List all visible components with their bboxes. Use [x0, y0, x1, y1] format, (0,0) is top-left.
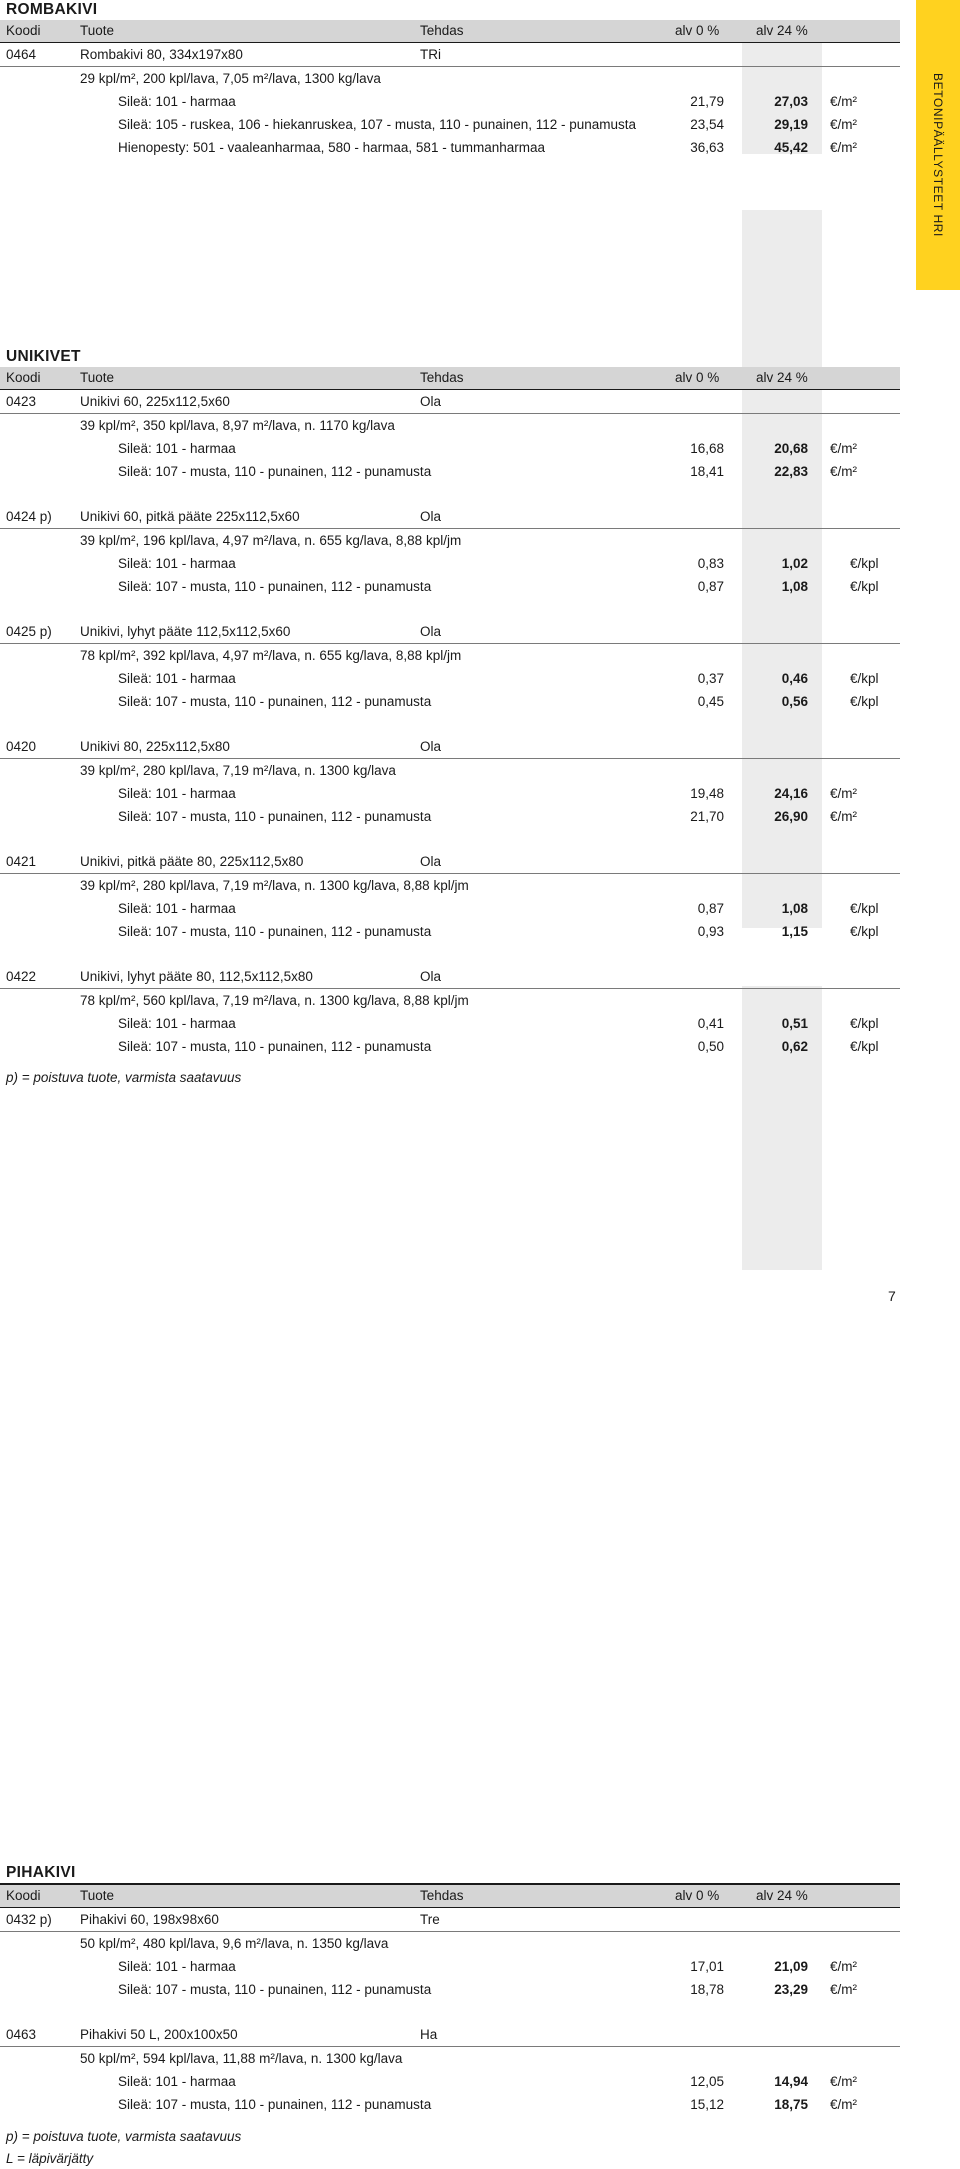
product-factory: Ola	[420, 854, 442, 869]
product-code: 0421	[6, 854, 37, 869]
variant-row	[0, 667, 900, 690]
header-product: Tuote	[80, 23, 115, 38]
price-vat24: 0,51	[781, 1016, 808, 1031]
variant-row	[0, 897, 900, 920]
spec-row	[0, 529, 900, 552]
section-unikivet	[0, 347, 900, 1088]
product-name: Unikivi 60, pitkä pääte 225x112,5x60	[80, 509, 300, 524]
variant-row	[0, 113, 900, 136]
product-row	[0, 390, 900, 414]
variant-row	[0, 136, 900, 159]
variant-row	[0, 90, 900, 113]
section-title: PIHAKIVI	[0, 1863, 900, 1885]
price-unit: €/kpl	[850, 694, 879, 709]
variant-row	[0, 2093, 900, 2116]
product-row	[0, 2023, 900, 2047]
price-vat0: 0,50	[697, 1039, 724, 1054]
table-header	[0, 1885, 900, 1908]
product-code: 0464	[6, 47, 37, 62]
price-unit: €/kpl	[850, 579, 879, 594]
variant-name: Sileä: 101 - harmaa	[118, 1016, 236, 1031]
spec-row	[0, 759, 900, 782]
side-tab-label: BETONIPÄÄLLYSTEET HRI	[931, 73, 945, 237]
price-vat0: 0,45	[697, 694, 724, 709]
price-unit: €/m²	[830, 140, 857, 155]
product-factory: Ola	[420, 739, 442, 754]
product-name: Unikivi 60, 225x112,5x60	[80, 394, 230, 409]
variant-name: Sileä: 101 - harmaa	[118, 441, 236, 456]
product-spec: 29 kpl/m², 200 kpl/lava, 7,05 m²/lava, 1300 kg/lava	[80, 71, 381, 86]
variant-name: Sileä: 107 - musta, 110 - punainen, 112 - punamusta	[118, 1982, 432, 1997]
header-vat0: alv 0 %	[675, 370, 720, 385]
variant-row	[0, 575, 900, 598]
product-row	[0, 620, 900, 644]
header-vat24: alv 24 %	[756, 23, 808, 38]
price-vat24: 14,94	[774, 2074, 808, 2089]
variant-row	[0, 552, 900, 575]
product-row	[0, 43, 900, 67]
variant-name: Sileä: 107 - musta, 110 - punainen, 112 - punamusta	[118, 579, 432, 594]
variant-row	[0, 1978, 900, 2001]
variant-name: Sileä: 107 - musta, 110 - punainen, 112 - punamusta	[118, 694, 432, 709]
header-factory: Tehdas	[420, 1888, 464, 1903]
footnote	[0, 2147, 900, 2169]
price-vat0: 15,12	[690, 2097, 724, 2112]
price-unit: €/kpl	[850, 556, 879, 571]
product-row	[0, 735, 900, 759]
price-vat24: 0,56	[781, 694, 808, 709]
product-code: 0424 p)	[6, 509, 52, 524]
variant-name: Sileä: 101 - harmaa	[118, 1959, 236, 1974]
product-code: 0420	[6, 739, 37, 754]
spec-row	[0, 1932, 900, 1955]
variant-name: Sileä: 107 - musta, 110 - punainen, 112 - punamusta	[118, 809, 432, 824]
table-header	[0, 367, 900, 390]
price-vat24: 29,19	[774, 117, 808, 132]
variant-name: Sileä: 101 - harmaa	[118, 901, 236, 916]
price-vat24: 45,42	[774, 140, 808, 155]
side-tab	[916, 0, 960, 290]
price-vat0: 23,54	[690, 117, 724, 132]
product-spec: 50 kpl/m², 594 kpl/lava, 11,88 m²/lava, n. 1300 kg/lava	[80, 2051, 403, 2066]
price-vat0: 17,01	[690, 1959, 724, 1974]
header-vat0: alv 0 %	[675, 1888, 720, 1903]
variant-row	[0, 920, 900, 943]
price-vat0: 0,87	[697, 901, 724, 916]
product-name: Unikivi, pitkä pääte 80, 225x112,5x80	[80, 854, 304, 869]
product-name: Pihakivi 60, 198x98x60	[80, 1912, 219, 1927]
product-name: Unikivi, lyhyt pääte 80, 112,5x112,5x80	[80, 969, 313, 984]
variant-name: Hienopesty: 501 - vaaleanharmaa, 580 - harmaa, 581 - tummanharmaa	[118, 140, 545, 155]
price-vat24: 23,29	[774, 1982, 808, 1997]
price-unit: €/m²	[830, 94, 857, 109]
price-vat24: 18,75	[774, 2097, 808, 2112]
price-vat0: 18,41	[690, 464, 724, 479]
product-spec: 50 kpl/m², 480 kpl/lava, 9,6 m²/lava, n. 1350 kg/lava	[80, 1936, 389, 1951]
header-product: Tuote	[80, 1888, 115, 1903]
price-vat0: 12,05	[690, 2074, 724, 2089]
product-factory: Ola	[420, 509, 442, 524]
price-vat24: 22,83	[774, 464, 808, 479]
product-code: 0425 p)	[6, 624, 52, 639]
header-product: Tuote	[80, 370, 115, 385]
product-factory: Ola	[420, 624, 442, 639]
price-vat24: 20,68	[774, 441, 808, 456]
price-vat0: 19,48	[690, 786, 724, 801]
product-code: 0463	[6, 2027, 37, 2042]
section-title: ROMBAKIVI	[6, 1, 98, 18]
price-vat0: 18,78	[690, 1982, 724, 1997]
variant-name: Sileä: 101 - harmaa	[118, 556, 236, 571]
price-vat24: 0,62	[781, 1039, 808, 1054]
footnote	[0, 1066, 900, 1088]
price-unit: €/m²	[830, 1959, 857, 1974]
variant-name: Sileä: 101 - harmaa	[118, 671, 236, 686]
price-unit: €/kpl	[850, 901, 879, 916]
product-factory: Tre	[420, 1912, 440, 1927]
price-unit: €/m²	[830, 786, 857, 801]
price-vat24: 27,03	[774, 94, 808, 109]
variant-row	[0, 690, 900, 713]
price-unit: €/m²	[830, 2097, 857, 2112]
section-pihakivi	[0, 1863, 900, 2169]
price-unit: €/m²	[830, 809, 857, 824]
header-code: Koodi	[6, 23, 41, 38]
product-name: Unikivi, lyhyt pääte 112,5x112,5x60	[80, 624, 291, 639]
price-vat0: 0,37	[697, 671, 724, 686]
price-unit: €/m²	[830, 2074, 857, 2089]
price-unit: €/kpl	[850, 924, 879, 939]
product-code: 0423	[6, 394, 37, 409]
variant-name: Sileä: 107 - musta, 110 - punainen, 112 - punamusta	[118, 2097, 432, 2112]
footnote	[0, 2125, 900, 2147]
footnote-discontinued: p) = poistuva tuote, varmista saatavuus	[6, 1070, 242, 1085]
product-row	[0, 965, 900, 989]
variant-row	[0, 460, 900, 483]
variant-name: Sileä: 107 - musta, 110 - punainen, 112 - punamusta	[118, 924, 432, 939]
product-code: 0432 p)	[6, 1912, 52, 1927]
spec-row	[0, 414, 900, 437]
product-name: Unikivi 80, 225x112,5x80	[80, 739, 230, 754]
table-header	[0, 20, 900, 43]
price-vat24: 24,16	[774, 786, 808, 801]
product-name: Pihakivi 50 L, 200x100x50	[80, 2027, 238, 2042]
variant-row	[0, 1012, 900, 1035]
price-vat24: 1,15	[781, 924, 808, 939]
header-code: Koodi	[6, 370, 41, 385]
price-vat0: 36,63	[690, 140, 724, 155]
variant-row	[0, 2070, 900, 2093]
price-vat24: 0,46	[781, 671, 808, 686]
price-vat24: 1,02	[781, 556, 808, 571]
price-unit: €/m²	[830, 117, 857, 132]
product-row	[0, 850, 900, 874]
price-vat24: 1,08	[781, 901, 808, 916]
variant-name: Sileä: 101 - harmaa	[118, 786, 236, 801]
variant-name: Sileä: 107 - musta, 110 - punainen, 112 - punamusta	[118, 1039, 432, 1054]
product-spec: 78 kpl/m², 392 kpl/lava, 4,97 m²/lava, n. 655 kg/lava, 8,88 kpl/jm	[80, 648, 462, 663]
variant-row	[0, 1035, 900, 1058]
page-number: 7	[888, 1288, 896, 1304]
price-unit: €/m²	[830, 464, 857, 479]
price-vat0: 16,68	[690, 441, 724, 456]
variant-name: Sileä: 101 - harmaa	[118, 94, 236, 109]
price-unit: €/kpl	[850, 671, 879, 686]
header-vat24: alv 24 %	[756, 1888, 808, 1903]
product-row	[0, 505, 900, 529]
price-vat0: 21,79	[690, 94, 724, 109]
product-spec: 39 kpl/m², 350 kpl/lava, 8,97 m²/lava, n. 1170 kg/lava	[80, 418, 395, 433]
spec-row	[0, 989, 900, 1012]
footnote-discontinued: p) = poistuva tuote, varmista saatavuus	[6, 2129, 242, 2144]
variant-name: Sileä: 105 - ruskea, 106 - hiekanruskea, 107 - musta, 110 - punainen, 112 - punamusta	[118, 117, 637, 132]
price-unit: €/kpl	[850, 1016, 879, 1031]
variant-row	[0, 437, 900, 460]
price-vat0: 0,87	[697, 579, 724, 594]
product-spec: 39 kpl/m², 196 kpl/lava, 4,97 m²/lava, n. 655 kg/lava, 8,88 kpl/jm	[80, 533, 462, 548]
header-factory: Tehdas	[420, 370, 464, 385]
variant-row	[0, 805, 900, 828]
product-spec: 39 kpl/m², 280 kpl/lava, 7,19 m²/lava, n. 1300 kg/lava	[80, 763, 396, 778]
price-vat24: 1,08	[781, 579, 808, 594]
product-name: Rombakivi 80, 334x197x80	[80, 47, 243, 62]
spec-row	[0, 874, 900, 897]
price-unit: €/m²	[830, 441, 857, 456]
price-vat0: 21,70	[690, 809, 724, 824]
header-factory: Tehdas	[420, 23, 464, 38]
product-factory: TRi	[420, 47, 441, 62]
spec-row	[0, 67, 900, 90]
product-spec: 39 kpl/m², 280 kpl/lava, 7,19 m²/lava, n. 1300 kg/lava, 8,88 kpl/jm	[80, 878, 469, 893]
product-code: 0422	[6, 969, 37, 984]
price-vat0: 0,41	[697, 1016, 724, 1031]
price-vat0: 0,83	[697, 556, 724, 571]
price-unit: €/kpl	[850, 1039, 879, 1054]
variant-name: Sileä: 101 - harmaa	[118, 2074, 236, 2089]
product-row	[0, 1908, 900, 1932]
price-vat24: 21,09	[774, 1959, 808, 1974]
header-code: Koodi	[6, 1888, 41, 1903]
section-title: UNIKIVET	[6, 348, 81, 365]
price-vat24: 26,90	[774, 809, 808, 824]
variant-row	[0, 1955, 900, 1978]
spec-row	[0, 644, 900, 667]
section-rombakivi	[0, 0, 900, 159]
product-factory: Ola	[420, 969, 442, 984]
footnote-through-colored: L = läpivärjätty	[6, 2151, 94, 2166]
price-unit: €/m²	[830, 1982, 857, 1997]
product-factory: Ha	[420, 2027, 438, 2042]
variant-name: Sileä: 107 - musta, 110 - punainen, 112 - punamusta	[118, 464, 432, 479]
header-vat0: alv 0 %	[675, 23, 720, 38]
header-vat24: alv 24 %	[756, 370, 808, 385]
spec-row	[0, 2047, 900, 2070]
product-factory: Ola	[420, 394, 442, 409]
variant-row	[0, 782, 900, 805]
product-spec: 78 kpl/m², 560 kpl/lava, 7,19 m²/lava, n. 1300 kg/lava, 8,88 kpl/jm	[80, 993, 469, 1008]
price-vat0: 0,93	[697, 924, 724, 939]
